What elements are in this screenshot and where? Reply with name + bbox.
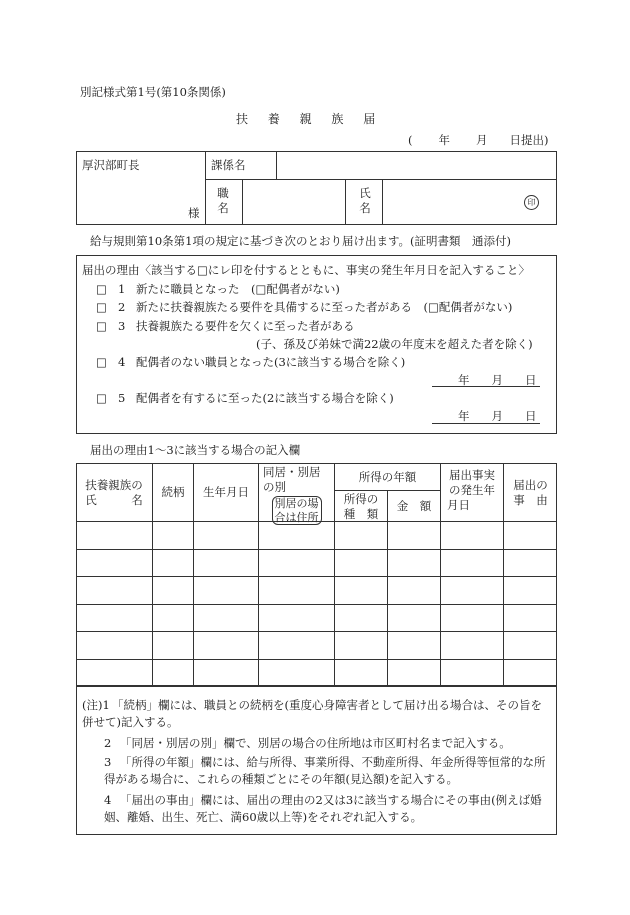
section-label: 届出の理由1～3に該当する場合の記入欄 bbox=[90, 443, 301, 457]
note-1: (注)1 「続柄」欄には、職員との続柄を(重度心身障害者として届け出る場合は、その旨を併せて)記入する。 bbox=[82, 698, 542, 729]
reason-item-3[interactable]: □ 3 扶養親族たる要件を欠くに至った者がある bbox=[96, 319, 355, 333]
reason-item-5[interactable]: □ 5 配偶者を有するに至った(2に該当する場合を除く) bbox=[96, 391, 394, 405]
col-header-amount: 金 額 bbox=[396, 499, 432, 513]
note-4: 4 「届出の事由」欄には、届出の理由の2又は3に該当する場合にその事由(例えば婚姻、離婚、出生、死亡、満60歳以上等)をそれぞれ記入する。 bbox=[104, 793, 542, 824]
reason-date-1[interactable]: 年 月 日 bbox=[458, 373, 537, 387]
statement: 給与規則第10条第1項の規定に基づき次のとおり届け出ます。(証明書類 通添付) bbox=[90, 234, 511, 248]
col-header-reason: 届出の 事 由 bbox=[513, 478, 548, 507]
seal-mark: 印 bbox=[524, 194, 539, 210]
note-2: 2 「同居・別居の別」欄で、別居の場合の住所地は市区町村名まで記入する。 bbox=[104, 736, 511, 750]
addressee-name: 厚沢部町長 bbox=[82, 158, 140, 172]
date-submitted: ( 年 月 日提出) bbox=[408, 133, 549, 147]
form-title: 扶養親族届 bbox=[236, 112, 396, 126]
note-3: 3 「所得の年額」欄には、給与所得、事業所得、不動産所得、年金所得等恒常的な所得がある場合に、これらの種類ごとにその年額(見込額)を記入する。 bbox=[104, 755, 546, 786]
form-code: 別記様式第1号(第10条関係) bbox=[80, 85, 226, 99]
addressee-honorific: 様 bbox=[188, 206, 200, 220]
col-header-relation: 続柄 bbox=[161, 485, 185, 499]
col-header-cohab: 同居・別居 の別 別居の場 合は住所 bbox=[263, 465, 321, 524]
reasons-header: 届出の理由〈該当する□にレ印を付するとともに、事実の発生年月日を記入すること〉 bbox=[82, 263, 530, 277]
dept-label: 課係名 bbox=[211, 158, 246, 172]
staff-box bbox=[76, 151, 557, 225]
col-header-birth: 生年月日 bbox=[203, 485, 249, 499]
post-label: 職 名 bbox=[217, 186, 229, 215]
name-label: 氏 名 bbox=[359, 186, 371, 215]
reason-item-1[interactable]: □ 1 新たに職員となった (□配偶者がない) bbox=[96, 282, 340, 296]
reason-date-2[interactable]: 年 月 日 bbox=[458, 409, 537, 423]
col-header-income: 所得の年額 bbox=[358, 470, 417, 484]
col-header-name: 扶養親族の 氏 名 bbox=[85, 478, 143, 507]
col-header-income-type: 所得の 種 類 bbox=[343, 492, 379, 521]
col-header-date: 届出事実 の発生年 月日 bbox=[447, 468, 495, 512]
reason-item-2[interactable]: □ 2 新たに扶養親族たる要件を具備するに至った者がある (□配偶者がない) bbox=[96, 300, 513, 314]
reason-item-3-note: (子、孫及び弟妹で満22歳の年度末を超えた者を除く) bbox=[256, 337, 533, 351]
reason-item-4[interactable]: □ 4 配偶者のない職員となった(3に該当する場合を除く) bbox=[96, 355, 406, 369]
